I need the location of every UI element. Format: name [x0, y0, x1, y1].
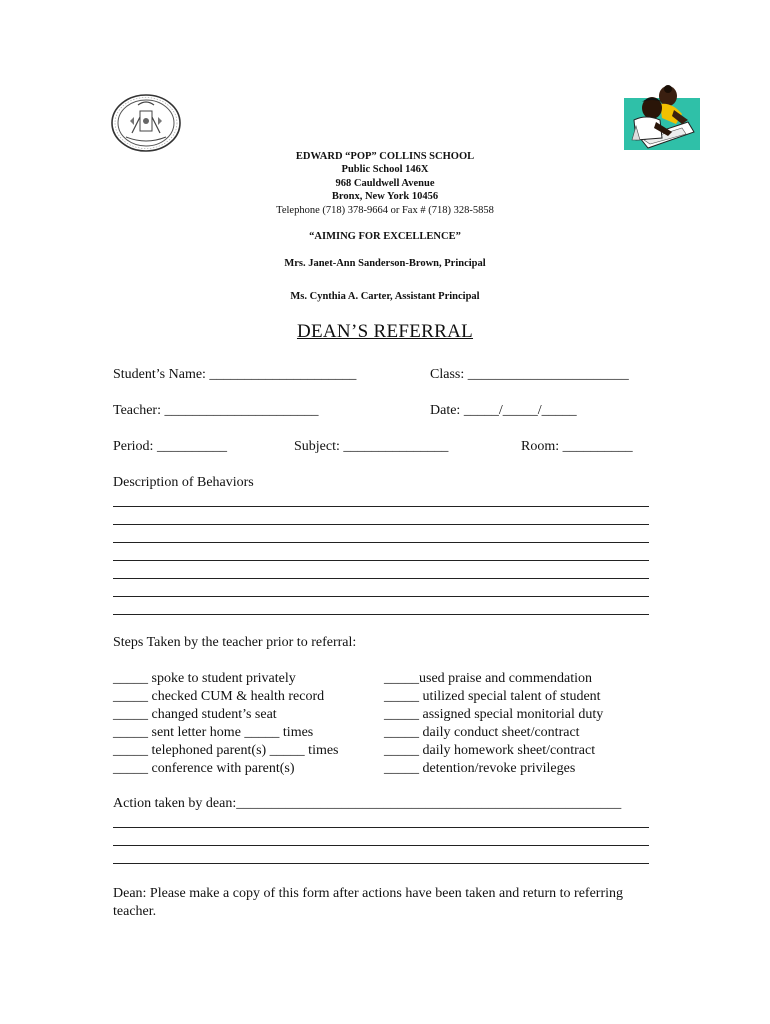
- school-motto: “AIMING FOR EXCELLENCE”: [309, 231, 461, 242]
- step-item[interactable]: _____ daily homework sheet/contract: [384, 743, 596, 758]
- assistant-principal-name: Ms. Cynthia A. Carter, Assistant Principal: [290, 291, 480, 302]
- description-line[interactable]: [113, 524, 649, 525]
- action-taken-field[interactable]: Action taken by dean:_______________________________________________________: [113, 796, 622, 811]
- description-line[interactable]: [113, 542, 649, 543]
- school-street: 968 Cauldwell Avenue: [335, 178, 435, 189]
- teacher-field[interactable]: Teacher: ______________________: [113, 403, 319, 418]
- dean-instructions: Dean: Please make a copy of this form after actions have been taken and return to referring teacher.: [113, 886, 624, 919]
- step-item[interactable]: _____ spoke to student privately: [113, 671, 296, 686]
- description-line[interactable]: [113, 560, 649, 561]
- step-item[interactable]: _____ conference with parent(s): [113, 761, 295, 776]
- date-field[interactable]: Date: _____/_____/_____: [430, 403, 577, 418]
- step-item[interactable]: _____ sent letter home _____ times: [113, 725, 314, 740]
- description-line[interactable]: [113, 578, 649, 579]
- step-item[interactable]: _____ assigned special monitorial duty: [384, 707, 604, 722]
- school-phone: Telephone (718) 378-9664 or Fax # (718) 328-5858: [276, 205, 494, 216]
- form-title: DEAN’S REFERRAL: [296, 321, 474, 342]
- period-field[interactable]: Period: __________: [113, 439, 227, 454]
- description-label: Description of Behaviors: [113, 475, 254, 490]
- principal-name: Mrs. Janet-Ann Sanderson-Brown, Principal: [284, 258, 486, 269]
- description-line[interactable]: [113, 614, 649, 615]
- step-item[interactable]: _____ detention/revoke privileges: [384, 761, 576, 776]
- action-line[interactable]: [113, 863, 649, 864]
- step-item[interactable]: _____ utilized special talent of student: [384, 689, 601, 704]
- step-item[interactable]: _____used praise and commendation: [384, 671, 593, 686]
- school-city: Bronx, New York 10456: [331, 191, 439, 202]
- action-line[interactable]: [113, 845, 649, 846]
- action-line[interactable]: [113, 827, 649, 828]
- class-field[interactable]: Class: _______________________: [430, 367, 629, 382]
- description-line[interactable]: [113, 506, 649, 507]
- room-field[interactable]: Room: __________: [521, 439, 633, 454]
- school-name: EDWARD “POP” COLLINS SCHOOL: [295, 151, 475, 162]
- step-item[interactable]: _____ daily conduct sheet/contract: [384, 725, 580, 740]
- students-studying-clipart: [622, 80, 702, 152]
- nyc-seal-logo: [110, 93, 182, 153]
- step-item[interactable]: _____ changed student’s seat: [113, 707, 277, 722]
- step-item[interactable]: _____ checked CUM & health record: [113, 689, 325, 704]
- school-number: Public School 146X: [341, 164, 429, 175]
- subject-field[interactable]: Subject: _______________: [294, 439, 449, 454]
- description-line[interactable]: [113, 596, 649, 597]
- step-item[interactable]: _____ telephoned parent(s) _____ times: [113, 743, 339, 758]
- steps-label: Steps Taken by the teacher prior to referral:: [113, 635, 357, 650]
- student-name-field[interactable]: Student’s Name: _____________________: [113, 367, 357, 382]
